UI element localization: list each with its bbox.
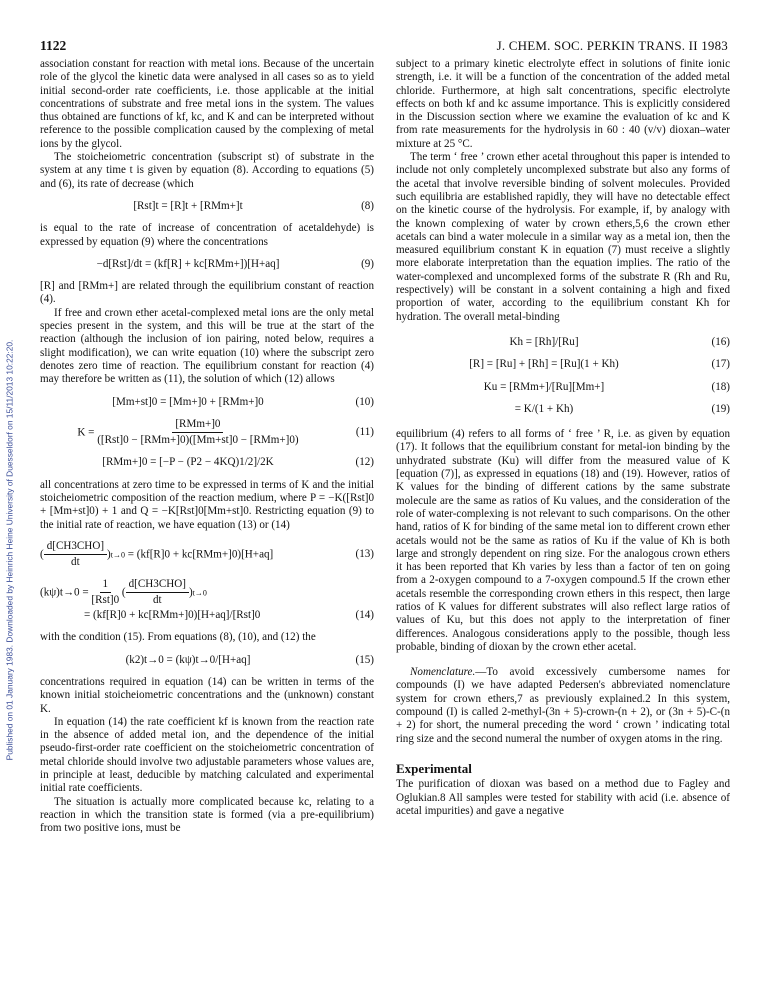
equation-number: (12) — [355, 456, 374, 469]
equation-8 — [40, 200, 374, 213]
equation-number: (17) — [711, 358, 730, 371]
denominator: [Rst]0 — [91, 593, 120, 606]
denominator: dt — [152, 593, 162, 606]
equation-rhs: = (kf[R]0 + kc[RMm+]0)[H+aq] — [127, 548, 274, 561]
paragraph: all concentrations at zero time to be expressed in terms of K and the initial stoicheiometric composition of the reaction medium, where P = −K([Rst]0 + [Mm+st]0) + 1 and Q = −K[Rst]0[Mm+st]0. Restricting equation (9) to the initial rate of reaction, we have equation (13) or (14) — [40, 478, 374, 531]
nomenclature-label: Nomenclature. — [410, 666, 476, 679]
journal-header: J. CHEM. SOC. PERKIN TRANS. II 1983 — [496, 38, 728, 53]
paragraph: In equation (14) the rate coefficient kf is known from the reaction rate in the absence of added metal ion, and the dependence of the initial pseudo-first-order rate coefficient on the stoicheiometric concentration of metal chloride should involve two adjustable parameters whose values are, in principle at least, deducible by matching calculated and experimental initial rate coefficients. — [40, 715, 374, 795]
equation-number: (8) — [361, 199, 374, 212]
equation-number: (18) — [711, 380, 730, 393]
equation-number: (10) — [355, 395, 374, 408]
paragraph: concentrations required in equation (14) can be written in terms of the known initial stoicheiometric concentrations and the (unknown) constant K. — [40, 675, 374, 715]
equation-number: (19) — [711, 402, 730, 415]
numerator: 1 — [100, 578, 112, 593]
paragraph: The situation is actually more complicated because kc, relating to a reaction in which the transition state is formed (via a pre-equilibrium) from two positive ions, must be — [40, 795, 374, 835]
equation-10 — [40, 396, 374, 409]
equation-body — [40, 418, 336, 448]
fraction — [91, 578, 119, 608]
section-heading: Experimental — [396, 760, 472, 776]
equation-body: Kh = [Rh]/[Ru] — [509, 335, 579, 348]
nomenclature-text: —To avoid excessively cumbersome names for compounds (I) we have adapted Pedersen's abbreviated nomenclature system for crown ethers,7 as previously explained.2 In this system, compound (I) is called 2-methyl-(3n + 5)-crown-(n + 2), or (3n + 5)-C-(n + 2) for short, the numeral preceding the word ‘ crown ’ indicating total ring size and the second numeral the number of oxygen atoms in the ring. — [396, 666, 730, 745]
equation-14-line2 — [40, 609, 374, 622]
equation-body: [Rst]t = [R]t + [RMm+]t — [133, 199, 243, 212]
equation-body: = K/(1 + Kh) — [514, 402, 574, 415]
paragraph — [396, 666, 730, 746]
fraction — [126, 578, 189, 608]
paragraph: The term ‘ free ’ crown ether acetal throughout this paper is intended to include not only completely uncomplexed substrate but also any forms of the acetal that involve reversible binding of solvent molecules. Provided such equilibria are established rapidly, they will have no detectable effect on the kinetic course of the hydrolysis. For example, if, by analogy with the known complexing of water by crown ethers,5,6 the crown ether acetals can bind a water molecule in a similar way as a metal ion, then the measured equilibrium constant K in equation (7) must receive a slightly more elaborate interpretation than the equation implies. The ratio of the water-complexed and uncomplexed forms of the substrate R (Rh and Ru, respectively) will be constant in a solvent containing a high and fixed proportion of water, according to the equilibrium constant Kh for hydration. The overall metal-binding — [396, 151, 730, 323]
equation-body: ( d[CH3CHO] dt )t→0 = (kf[R]0 + kc[RMm+]0)[H+aq] — [40, 539, 274, 569]
paragraph: [R] and [RMm+] are related through the equilibrium constant of reaction (4). — [40, 280, 374, 306]
equation-number: (9) — [361, 257, 374, 270]
equation-number: (15) — [355, 653, 374, 666]
numerator: [RMm+]0 — [172, 418, 223, 433]
equation-number: (11) — [355, 425, 374, 438]
equation-11 — [40, 418, 374, 448]
equation-body: = (kf[R]0 + kc[RMm+]0)[H+aq]/[Rst]0 — [84, 609, 261, 622]
equation-body: Ku = [RMm+]/[Ru][Mm+] — [483, 380, 605, 393]
equation-body: [RMm+]0 = [−P − (P2 − 4KQ)1/2]/2K — [102, 456, 274, 469]
equation-lhs: (kψ)t→0 = — [40, 585, 89, 598]
equation-15 — [40, 654, 374, 667]
numerator: d[CH3CHO] — [44, 540, 107, 555]
paragraph: equilibrium (4) refers to all forms of ‘ free ’ R, i.e. as given by equation (17). It follows that the equilibrium constant for metal-ion binding by the unhydrated substrate (Ku) will differ from the measured value of K [equation (7)], as expressed in equations (18) and (19). However, ratios of K values for the binding of different cations by the same substrate molecule are the same as ratios of Ku values, and the consideration of the role of water-complexing is not relevant to such comparisons. On the other hand, ratios of K for binding of the same metal ion to different crown ether acetals would not be the same as ratios of Ku if the value of Kh is both large and strongly dependent on ring size. For the analogous crown ethers it has been reported that Kh varies by less than a factor of ten on going from a 2-oxygen compound to a 7-oxygen compound.5 If the crown ether acetals resemble the corresponding crown ethers in this respect, then large ratios of K values for different substrates will also reflect large ratios of values of Ku, but this does not apply to the interpretation of finer differences. Analogous considerations apply to the possible, though less probable, binding of dioxan by the crown ether acetal. — [396, 428, 730, 653]
download-sidenote — [2, 120, 16, 980]
equation-9 — [40, 258, 374, 271]
equation-lhs: K = — [77, 426, 95, 439]
equation-number: (13) — [355, 548, 374, 561]
equation-body: (kψ)t→0 = 1 [Rst]0 ( d[CH3CHO] dt )t→0 — [40, 577, 207, 606]
fraction — [44, 540, 107, 570]
equation-number: (16) — [711, 335, 730, 348]
equation-14 — [40, 578, 374, 608]
equation-body: (k2)t→0 = (kψ)t→0/[H+aq] — [125, 653, 251, 666]
equation-body: [Mm+st]0 = [Mm+]0 + [RMm+]0 — [112, 395, 264, 408]
denominator: dt — [71, 556, 80, 569]
equation-body: [R] = [Ru] + [Rh] = [Ru](1 + Kh) — [469, 358, 619, 371]
equation-number: (14) — [355, 609, 374, 622]
equation-19 — [396, 403, 730, 416]
left-column — [40, 58, 374, 836]
paragraph: The stoicheiometric concentration (subscript st) of substrate in the system at any time t is given by equation (8). According to equations (5) and (6), its rate of decrease (which — [40, 151, 374, 190]
equation-12 — [40, 456, 374, 469]
numerator: d[CH3CHO] — [126, 578, 189, 593]
right-column — [396, 58, 730, 818]
paragraph: association constant for reaction with metal ions. Because of the uncertain role of the glycol the kinetic data were analysed in all cases so as to yield initial second-order rate coefficients, i.e. those applicable at the initial concentrations of substrate and free metal ions in the system. The values thus obtained are functions of kf, kc, and K and can be interpreted without reference to the possible complication caused by the complexing of metal ions by the glycol. — [40, 58, 374, 150]
paragraph: If free and crown ether acetal-complexed metal ions are the only metal species present in the system, and this will be true at the start of the reaction (although the inclusion of ion pairing, noted below, requires a slight modification), we can write equation (10) where the subscript zero denotes zero time of reaction. The equilibrium constant for reaction (4) may therefore be written as (11), the solution of which (12) allows — [40, 306, 374, 386]
paragraph: The purification of dioxan was based on a method due to Fagley and Oglukian.8 All samples were tested for stability with acid (i.e. absence of acetal impurities) and gave a negative — [396, 778, 730, 817]
equation-17 — [396, 358, 730, 371]
fraction — [97, 418, 298, 448]
equation-13 — [40, 540, 374, 570]
page-number: 1122 — [40, 38, 67, 53]
sidenote-text: Published on 01 January 1983. Downloaded by Heinrich Heine University of Duesseldorf on 15/11/2013 10:22:20. — [4, 339, 15, 761]
equation-18 — [396, 381, 730, 394]
denominator: ([Rst]0 − [RMm+]0)([Mm+st]0 − [RMm+]0) — [97, 434, 299, 447]
paragraph: subject to a primary kinetic electrolyte effect in solutions of finite ionic strength, i.e. it will be a function of the concentration of the added metal chloride. Furthermore, at high salt concentrations, specific electrolyte effects on both kf and kc assume importance. This is explicitly considered in the Discussion section where we examine the evaluation of kc and K from rate measurements for the hydrolysis in 60 : 40 (v/v) dioxan–water mixture at 25 °C. — [396, 58, 730, 150]
paragraph: with the condition (15). From equations (8), (10), and (12) the — [40, 631, 316, 644]
paragraph: is equal to the rate of increase of concentration of acetaldehyde) is expressed by equation (9) where the concentrations — [40, 222, 374, 248]
equation-body: −d[Rst]/dt = (kf[R] + kc[RMm+])[H+aq] — [96, 257, 280, 270]
equation-16 — [396, 336, 730, 349]
